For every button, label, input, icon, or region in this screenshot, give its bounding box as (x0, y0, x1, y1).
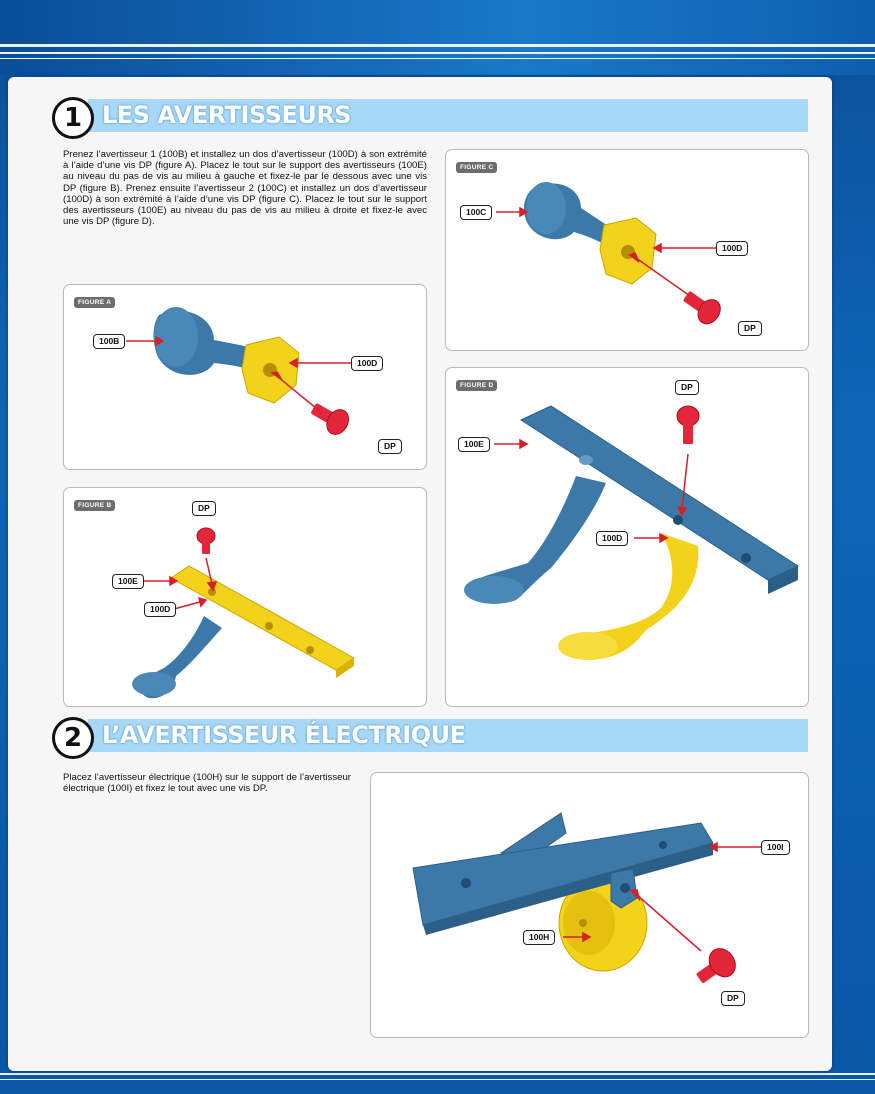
header-stripe (0, 44, 875, 47)
section-1-title: LES AVERTISSEURS (102, 101, 352, 129)
figure-b-illustration (64, 488, 426, 706)
horn-100b-bell (154, 307, 198, 367)
screw-dp-shape (677, 406, 699, 444)
screw-dp-shape (679, 285, 725, 328)
header-stripe (0, 58, 875, 59)
yellow-horn-bell (558, 632, 618, 660)
section-1-instructions: Prenez l’avertisseur 1 (100B) et installez un dos d’avertisseur (100D) à son extrémité à l’aide d’une vis DP (figure A). Placez le tout sur le support des avertisseurs (100E) au niveau du pas de vis au milieu à gauche et fixez-le par le dessous avec une vis DP (figure B). Prenez ensuite l’avertisseur 2 (100C) et installez un dos d’avertisseur (100D) à son extrémité à l’aide d’une vis DP (figure C). Placez le tout sur le support des avertisseurs (100E) au niveau du pas de vis au milieu à droite et fixez-le avec une vis DP (figure D). (63, 149, 427, 228)
figure-a-tag: FIGURE A (74, 297, 115, 308)
callout-dp: DP (738, 321, 762, 336)
screw-dp-shape (691, 944, 741, 992)
instruction-sheet (8, 77, 832, 1071)
footer-stripe (0, 1073, 875, 1075)
callout-100d: 100D (144, 602, 176, 617)
blue-horn-bell (464, 576, 524, 604)
figure-d (445, 367, 809, 707)
figure-c-tag: FIGURE C (456, 162, 497, 173)
callout-100e: 100E (112, 574, 144, 589)
horn-bell (132, 672, 176, 696)
callout-dp: DP (378, 439, 402, 454)
screw-dp-shape (307, 397, 353, 439)
callout-100e: 100E (458, 437, 490, 452)
figure-b-tag: FIGURE B (74, 500, 115, 511)
footer-stripe (0, 1079, 875, 1080)
support-100e-shape (521, 406, 798, 580)
figure-a-illustration (64, 285, 426, 469)
figure-b (63, 487, 427, 707)
section-1-number: 1 (52, 97, 94, 139)
callout-dp: DP (675, 380, 699, 395)
callout-100c: 100C (460, 205, 492, 220)
callout-100i: 100I (761, 840, 790, 855)
support-100e-shape (171, 566, 354, 670)
callout-dp: DP (192, 501, 216, 516)
page-header-band (0, 0, 875, 75)
callout-dp: DP (721, 991, 745, 1006)
callout-100d: 100D (351, 356, 383, 371)
figure-d-tag: FIGURE D (456, 380, 497, 391)
figure-c (445, 149, 809, 351)
figure-electric-horn (370, 772, 809, 1038)
section-2-number: 2 (52, 717, 94, 759)
horn-100c-bell (526, 182, 566, 234)
figure-a (63, 284, 427, 470)
callout-100h: 100H (523, 930, 555, 945)
callout-100b: 100B (93, 334, 125, 349)
section-2-title: L’AVERTISSEUR ÉLECTRIQUE (102, 721, 466, 749)
header-stripe (0, 52, 875, 54)
figure-c-illustration (446, 150, 808, 350)
callout-100d: 100D (596, 531, 628, 546)
section-2-instructions: Placez l’avertisseur électrique (100H) sur le support de l’avertisseur électrique (100I) et fixez le tout avec une vis DP. (63, 772, 351, 795)
callout-100d: 100D (716, 241, 748, 256)
screw-dp-shape (197, 528, 215, 554)
